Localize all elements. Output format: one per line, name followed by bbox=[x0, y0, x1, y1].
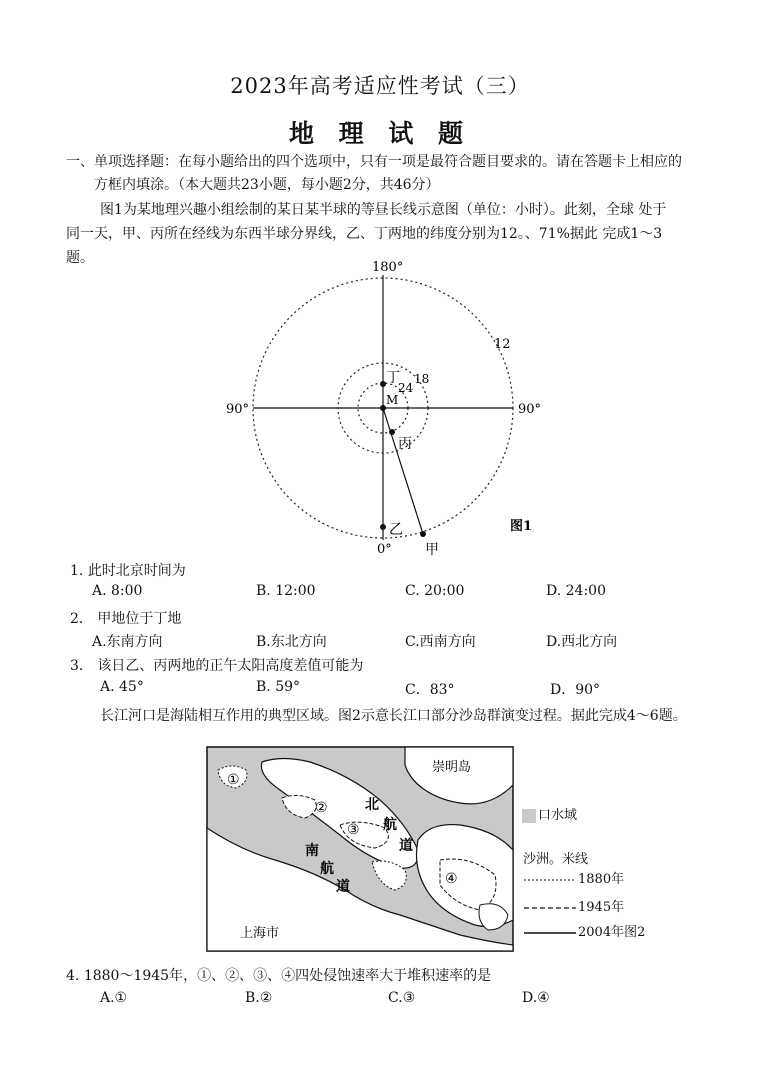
question-1-option-d[interactable]: D. 24:00 bbox=[546, 583, 606, 599]
intro2-paragraph: 长江河口是海陆相互作用的典型区域。图2示意长江口部分沙岛群演变过程。据此完成4〜6题。 bbox=[100, 708, 687, 724]
subject-title: 地 理 试 题 bbox=[288, 119, 472, 148]
question-1-option-b[interactable]: B. 12:00 bbox=[256, 583, 316, 599]
legend-water-label: 口水域 bbox=[538, 808, 578, 823]
question-2-number: 2． bbox=[70, 611, 93, 627]
question-3-text: 该日乙、丙两地的正午太阳高度差值可能为 bbox=[97, 658, 364, 674]
question-2-option-a[interactable]: A.东南方向 bbox=[92, 634, 163, 650]
question-3-number: 3． bbox=[70, 658, 93, 674]
figure-1-diagram bbox=[210, 258, 570, 562]
legend-1880-label: 1880年 bbox=[578, 872, 625, 887]
label-dao-1: 道 bbox=[399, 838, 413, 854]
label-chongming: 崇明岛 bbox=[432, 760, 472, 775]
label-shanghai: 上海市 bbox=[240, 926, 280, 941]
question-2-option-b[interactable]: B.东北方向 bbox=[256, 634, 327, 650]
question-1-option-a[interactable]: A. 8:00 bbox=[92, 583, 143, 599]
figure-1-caption: 图1 bbox=[510, 519, 533, 534]
legend-water-swatch bbox=[522, 809, 536, 823]
point-jia bbox=[420, 531, 426, 537]
question-3-option-b[interactable]: B. 59° bbox=[256, 679, 301, 695]
label-dao-2: 道 bbox=[336, 879, 350, 895]
question-3-option-a[interactable]: A. 45° bbox=[100, 679, 144, 695]
jia-meridian bbox=[383, 408, 423, 534]
label-ding: 丁 bbox=[386, 370, 400, 386]
question-2-stem bbox=[70, 608, 181, 628]
question-1-text: 此时北京时间为 bbox=[87, 563, 186, 579]
label-0: 0° bbox=[377, 542, 392, 557]
label-hang-1: 航 bbox=[383, 817, 397, 833]
point-yi bbox=[380, 524, 386, 530]
question-4-option-b[interactable]: B.② bbox=[245, 990, 273, 1006]
question-3-option-d[interactable]: D．90° bbox=[550, 682, 601, 698]
label-nan: 南 bbox=[305, 843, 319, 859]
label-90-left: 90° bbox=[226, 402, 250, 417]
question-4-option-d[interactable]: D.④ bbox=[522, 990, 550, 1006]
question-2-option-d[interactable]: D.西北方向 bbox=[546, 634, 618, 650]
label-18: 18 bbox=[414, 372, 430, 386]
label-hang-2: 航 bbox=[320, 861, 334, 877]
legend-1945-label: 1945年 bbox=[578, 900, 625, 915]
label-site-1: ① bbox=[227, 772, 240, 788]
label-jia: 甲 bbox=[425, 542, 439, 558]
legend-line-samples bbox=[522, 870, 578, 940]
legend-sand-label: 沙洲。米线 bbox=[523, 852, 589, 867]
label-site-2: ② bbox=[315, 800, 328, 816]
question-3-stem bbox=[70, 655, 363, 675]
question-4-option-a[interactable]: A.① bbox=[100, 990, 128, 1006]
question-4-stem bbox=[66, 965, 491, 985]
label-site-4: ④ bbox=[445, 871, 458, 887]
question-2-option-c[interactable]: C.西南方向 bbox=[405, 634, 476, 650]
intro1-line-2: 同一天，甲、丙所在经线为东西半球分界线，乙、丁两地的纬度分别为12。、71%据此 完成1〜3 bbox=[66, 226, 663, 242]
legend-2004-label: 2004年图2 bbox=[578, 925, 646, 940]
section-instruction-line-1: 一、单项选择题：在每小题给出的四个选项中，只有一项是最符合题目要求的。请在答题卡上相应的 bbox=[66, 154, 682, 170]
figure-2-map bbox=[205, 745, 515, 953]
label-yi: 乙 bbox=[389, 522, 403, 538]
question-4-option-c[interactable]: C.③ bbox=[388, 990, 416, 1006]
exam-title: 2023年高考适应性考试（三） bbox=[230, 74, 530, 98]
question-1-number: 1. bbox=[70, 563, 84, 579]
label-90-right: 90° bbox=[518, 402, 542, 417]
question-2-text: 甲地位于丁地 bbox=[97, 611, 182, 627]
intro1-line-3: 题。 bbox=[66, 250, 94, 266]
question-1-option-c[interactable]: C. 20:00 bbox=[405, 583, 465, 599]
point-bing bbox=[389, 429, 395, 435]
label-bei: 北 bbox=[365, 797, 379, 813]
question-1-stem bbox=[70, 560, 186, 580]
label-12: 12 bbox=[494, 337, 511, 352]
question-4-number: 4. bbox=[66, 968, 80, 984]
label-m: M bbox=[386, 393, 399, 407]
section-instruction-line-2: 方框内填涂。（本大题共23小题，每小题2分，共46分） bbox=[94, 177, 440, 193]
intro1-line-1: 图1为某地理兴趣小组绘制的某日某半球的等昼长线示意图（单位：小时）。此刻，全球 处于 bbox=[100, 202, 667, 218]
label-site-3: ③ bbox=[347, 822, 360, 838]
question-3-option-c[interactable]: C．83° bbox=[405, 682, 455, 698]
question-4-text: 1880〜1945年，①、②、③、④四处侵蚀速率大于堆积速率的是 bbox=[83, 968, 492, 984]
label-24: 24 bbox=[398, 381, 414, 395]
label-180: 180° bbox=[372, 260, 404, 275]
label-bing: 丙 bbox=[398, 436, 412, 452]
